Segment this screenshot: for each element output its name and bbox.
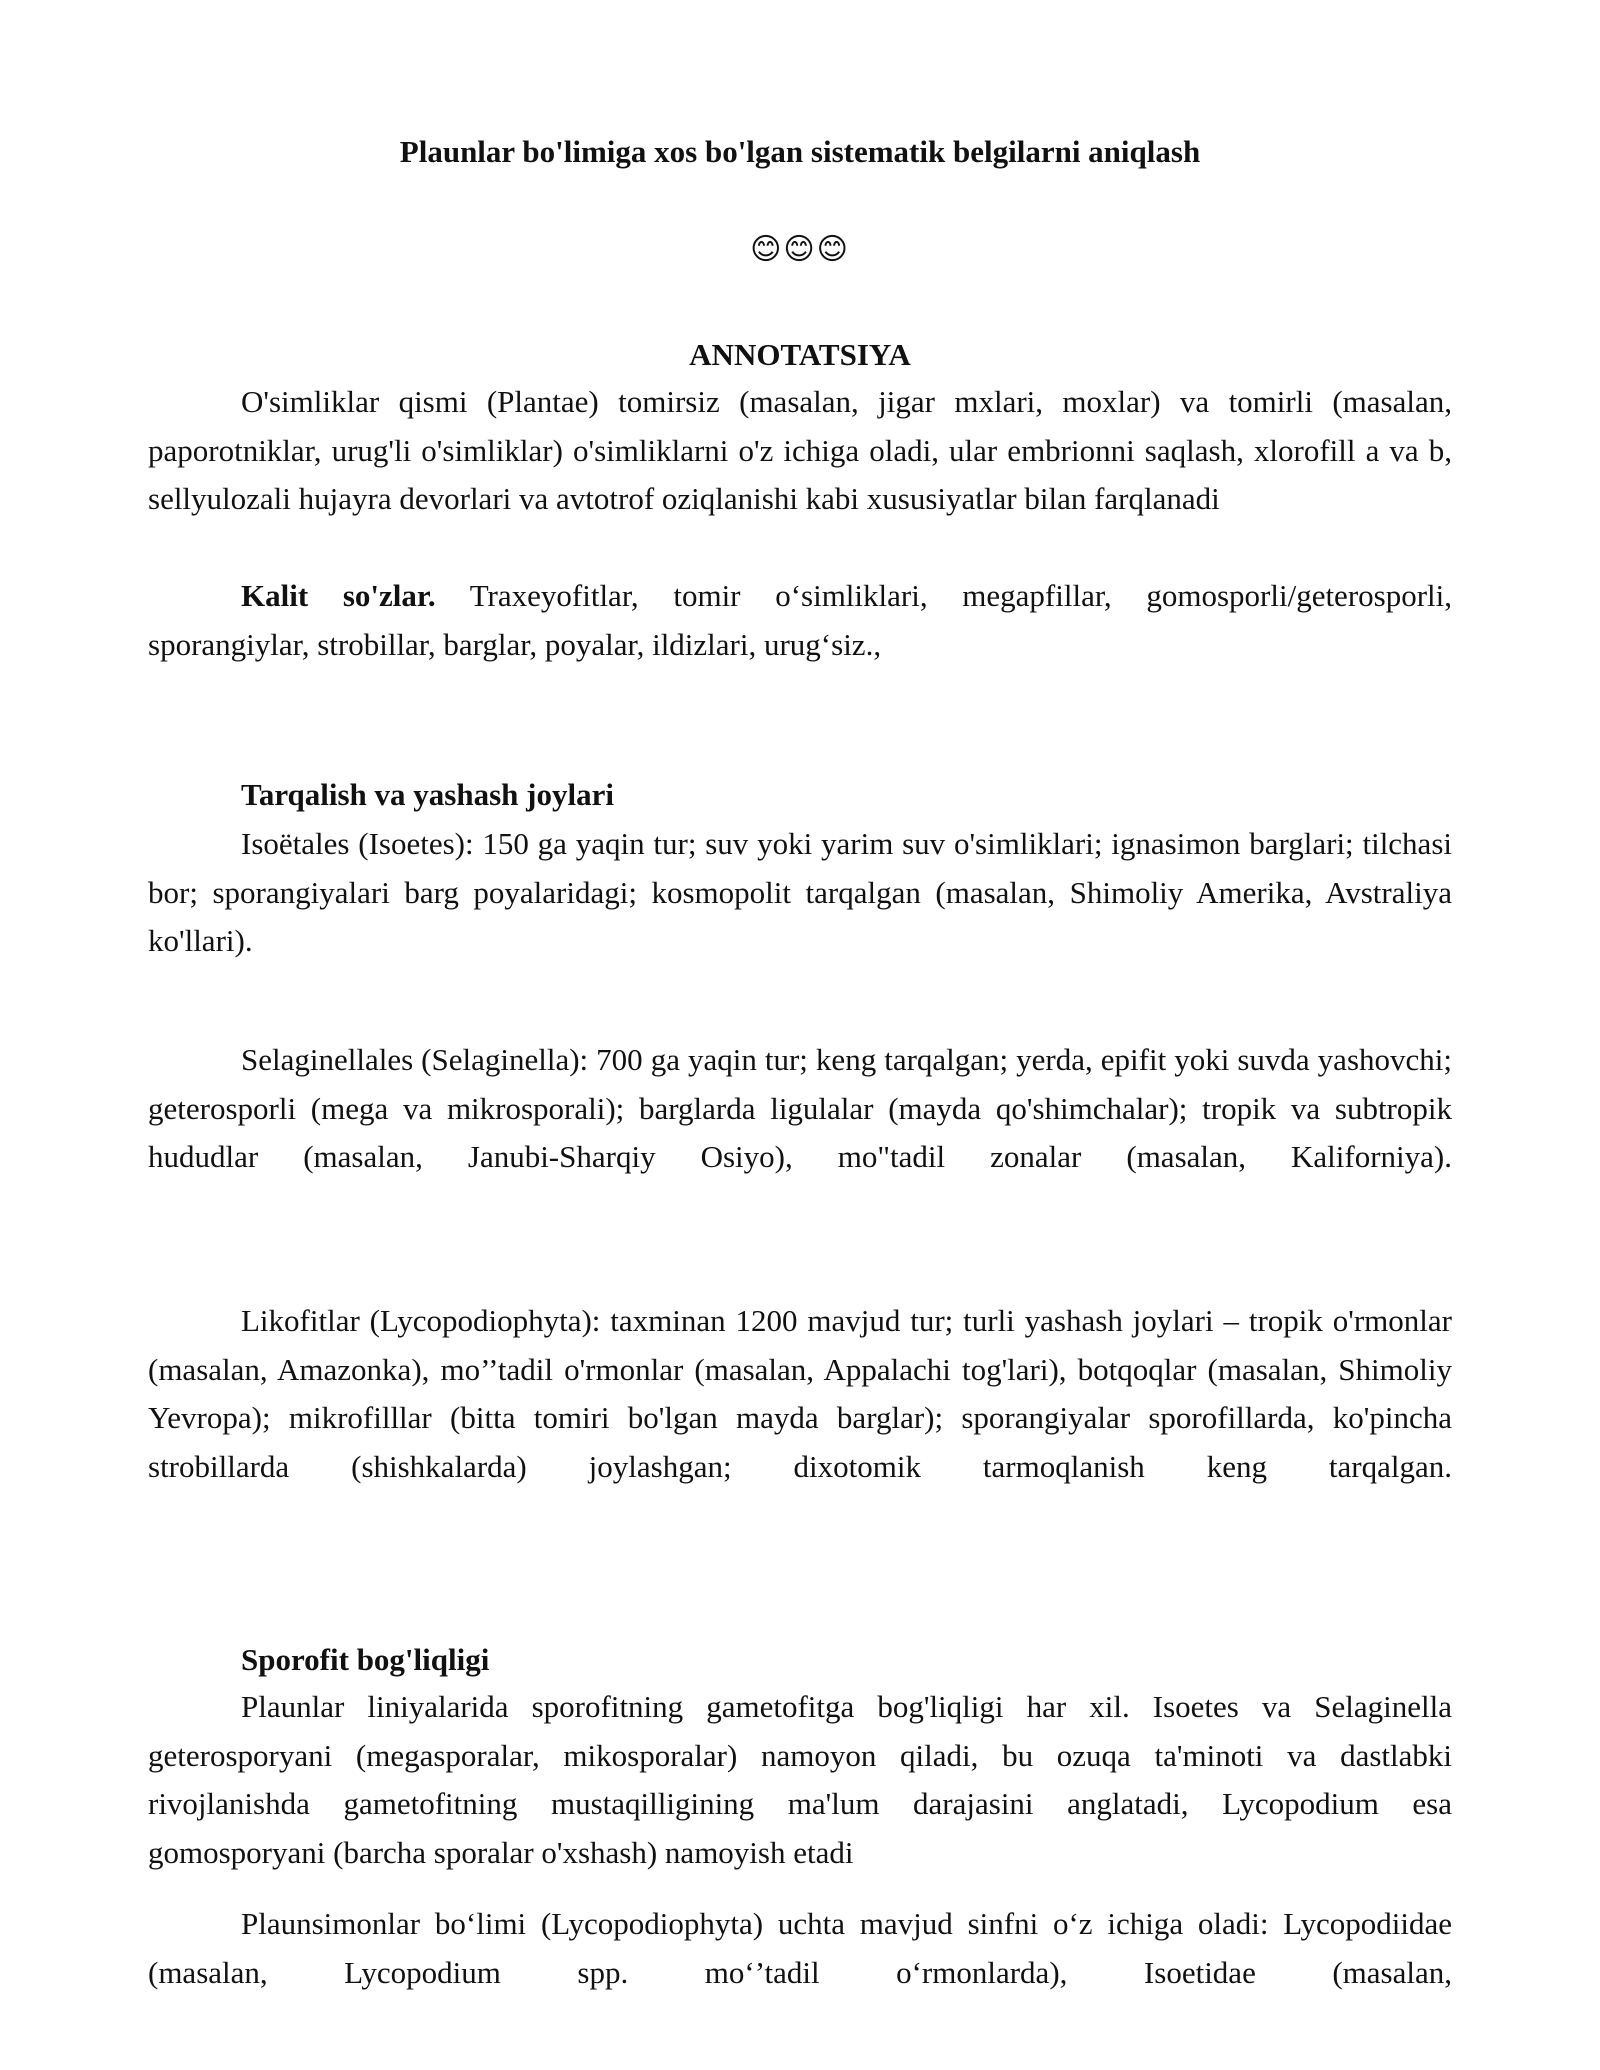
distribution-paragraph-selaginellales: Selaginellales (Selaginella): 700 ga yaqin tur; keng tarqalgan; yerda, epifit yoki suvda yashovchi; geterosporli (mega va mikrosporali); barglarda ligulalar (mayda qo'shimchalar); tropik va subtropik hududlar (masalan, Janubi-Sharqiy Osiyo), mo"tadil zonalar (masalan, Kaliforniya).: [148, 1042, 1452, 1174]
distribution-paragraph-likofitlar: Likofitlar (Lycopodiophyta): taxminan 1200 mavjud tur; turli yashash joylari – tropik o'rmonlar (masalan, Amazonka), mo’’tadil o'rmonlar (masalan, Appalachi tog'lari), botqoqlar (masalan, Shimoliy Yevropa); mikrofilllar (bitta tomiri bo'lgan mayda barglar); sporangiyalar sporofillarda, ko'pincha strobillarda (shishkalarda) joylashgan; dixotomik tarmoqlanish keng tarqalgan.: [148, 1303, 1452, 1484]
distribution-paragraph-isoetales: Isoëtales (Isoetes): 150 ga yaqin tur; suv yoki yarim suv o'simliklari; ignasimon barglari; tilchasi bor; sporangiyalari barg poyalaridagi; kosmopolit tarqalgan (masalan, Shimoliy Amerika, Avstraliya ko'llari).: [148, 826, 1452, 958]
keywords-label: Kalit so'zlar.: [241, 578, 436, 613]
annotation-paragraph: O'simliklar qismi (Plantae) tomirsiz (masalan, jigar mxlari, moxlar) va tomirli (masalan, paporotniklar, urug'li o'simliklar) o'simliklarni o'z ichiga oladi, ular embrionni saqlash, xlorofill a va b, sellyulozali hujayra devorlari va avtotrof oziqlanishi kabi xususiyatlar bilan farqlanadi: [148, 384, 1452, 516]
document-title: Plaunlar bo'limiga xos bo'lgan sistematik belgilarni aniqlash: [399, 134, 1201, 169]
distribution-heading: Tarqalish va yashash joylari: [241, 777, 614, 812]
sporophyte-heading: Sporofit bog'liqligi: [241, 1642, 490, 1677]
sporophyte-paragraph-2: Plaunsimonlar bo‘limi (Lycopodiophyta) uchta mavjud sinfni o‘z ichiga oladi: Lycopodiidae (masalan, Lycopodium spp. mo‘’tadil o‘rmonlarda), Isoetidae (masalan,: [148, 1906, 1452, 1990]
keywords-paragraph: [148, 572, 1452, 669]
keywords-text: Traxeyofitlar, tomir o‘simliklari, megapfillar, gomosporli/geterosporli, sporangiylar, strobillar, barglar, poyalar, ildizlari, urug‘siz.,: [148, 578, 1453, 662]
annotation-heading: ANNOTATSIYA: [689, 337, 911, 372]
smiley-emoji-line: 😊😊😊: [750, 232, 850, 267]
sporophyte-paragraph-1: Plaunlar liniyalarida sporofitning gametofitga bog'liqligi har xil. Isoetes va Selaginella geterosporyani (megasporalar, mikosporalar) namoyon qiladi, bu ozuqa ta'minoti va dastlabki rivojlanishda gametofitning mustaqilligining ma'lum darajasini anglatadi, Lycopodium esa gomosporyani (barcha sporalar o'xshash) namoyish etadi: [148, 1689, 1452, 1870]
